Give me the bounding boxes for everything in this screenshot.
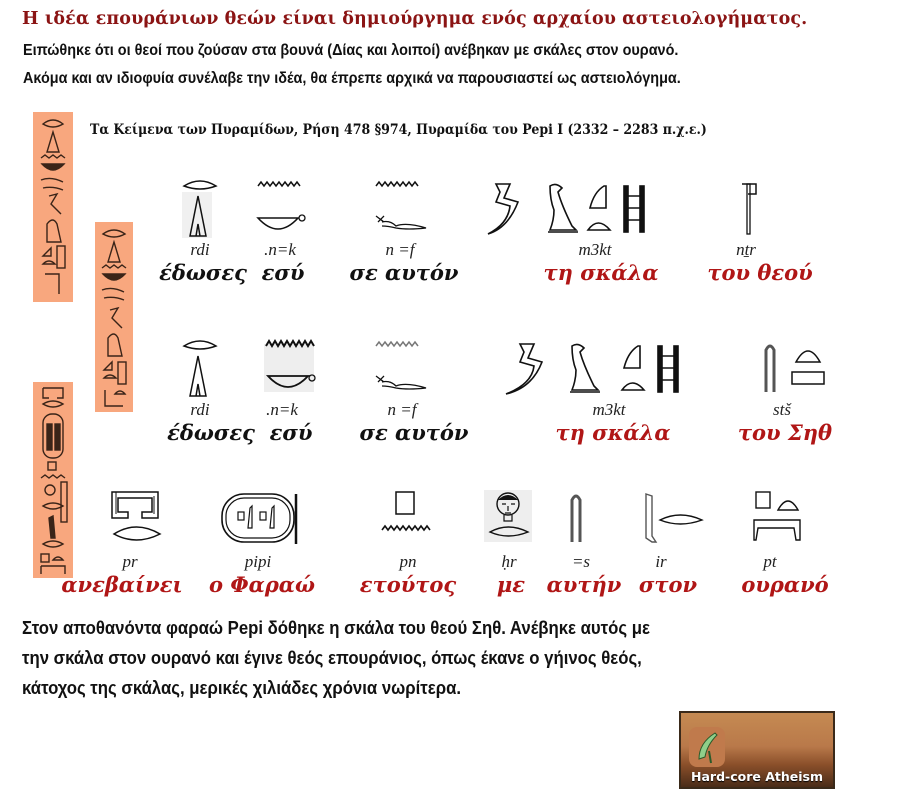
glyph-folded-cloth — [566, 490, 588, 546]
translit-m3kt-2: m3kt — [592, 400, 626, 419]
glyph-water-viper — [372, 180, 428, 236]
hieroglyph-column-3-icon — [33, 382, 73, 578]
source-citation: Τα Κείμενα των Πυραμίδων, Ρήση 478 §974, Πυραμίδα του Pepi I (2332 – 2283 π.χ.ε.) — [90, 122, 707, 138]
translit-n-k: .n=k — [264, 240, 296, 259]
glyph-mouth-cone — [182, 178, 222, 238]
translit-hr: ḥr — [501, 552, 517, 571]
glyph-water-basket — [254, 180, 308, 236]
translit-n-f: n =f — [385, 240, 415, 259]
hieroglyph-column-2-icon — [95, 222, 133, 412]
gloss-the-ladder-2: τη σκάλα — [555, 420, 671, 445]
glyph-sky-group — [750, 490, 810, 546]
translit-sts: stš — [773, 400, 791, 419]
glyph-eye-reed — [640, 490, 706, 546]
gloss-to-him: σε αυτόν — [349, 260, 459, 285]
intro-line-1: Ειπώθηκε ότι οι θεοί που ζούσαν στα βουνά (Δίας και λοιποί) ανέβηκαν με σκάλες στον ουρανό. — [23, 42, 679, 59]
glyph-cartouche-pepi — [220, 492, 302, 546]
translit-rdi: rdi — [190, 240, 210, 259]
gloss-of-the-god: του θεού — [707, 260, 813, 285]
translit-pn: pn — [399, 552, 417, 571]
translit-m3kt: m3kt — [578, 240, 612, 259]
gloss-you-gave: έδωσες — [159, 260, 247, 285]
translit-pipi: pipi — [244, 552, 272, 571]
summary-line-3: κάτοχος της σκάλας, μερικές χιλιάδες χρόνια νωρίτερα. — [22, 678, 462, 698]
gloss-to-him-2: σε αυτόν — [359, 420, 469, 445]
summary-line-2: την σκάλα στον ουρανό και έγινε θεός επουράνιος, όπως έκανε ο γήινος θεός, — [22, 648, 642, 668]
gloss-the-pharaoh: ο Φαραώ — [209, 572, 315, 597]
gloss-you-gave-2: έδωσες — [167, 420, 255, 445]
translit-n-f-2: n =f — [387, 400, 417, 419]
badge-label: Hard-core Atheism — [691, 769, 823, 784]
translit-s: =s — [571, 552, 591, 571]
summary-line-1: Στον αποθανόντα φαραώ Pepi δόθηκε η σκάλα του θεού Σηθ. Ανέβηκε αυτός με — [22, 618, 650, 638]
translit-pr: pr — [122, 552, 138, 571]
gloss-her: αυτήν — [546, 572, 622, 597]
glyph-house-mouth — [110, 490, 166, 546]
page-title: Η ιδέα επουράνιων θεών είναι δημιούργημα ενός αρχαίου αστειολογήματος. — [22, 9, 808, 29]
glyph-ladder-group-2 — [500, 340, 690, 396]
glyph-ladder-group — [486, 180, 676, 236]
gloss-sky: ουρανό — [741, 572, 829, 597]
stone-tool-logo-icon — [689, 727, 725, 767]
glyph-mouth-cone-2 — [182, 338, 222, 398]
hieroglyph-column-3 — [33, 382, 73, 578]
glyph-water-viper-2 — [372, 340, 428, 396]
gloss-the-ladder: τη σκάλα — [543, 260, 659, 285]
hardcore-atheism-badge[interactable] — [679, 711, 835, 789]
gloss-to-the: στον — [638, 572, 698, 597]
gloss-with: με — [496, 572, 526, 597]
gloss-ascends: ανεβαίνει — [61, 572, 183, 597]
hieroglyph-column-1 — [33, 112, 73, 302]
glyph-face-mouth — [484, 488, 534, 544]
translit-pt: pt — [763, 552, 777, 571]
gloss-you-2: εσύ — [269, 420, 313, 445]
glyph-water-basket-2 — [264, 338, 320, 396]
gloss-this-one: ετούτος — [359, 572, 457, 597]
glyph-seth-group — [756, 340, 832, 396]
intro-line-2: Ακόμα και αν ιδιοφυία συνέλαβε την ιδέα, θα έπρεπε αρχικά να παρουσιαστεί ως αστειολόγημα. — [23, 70, 681, 87]
glyph-god-flag — [734, 180, 764, 236]
translit-n-k-2: .n=k — [266, 400, 298, 419]
hieroglyph-column-2 — [95, 222, 133, 412]
hieroglyph-column-1-icon — [33, 112, 73, 302]
gloss-you: εσύ — [261, 260, 305, 285]
translit-ntr: nṯr — [736, 240, 756, 259]
glyph-stool-water — [378, 490, 434, 546]
translit-ir: ir — [655, 552, 667, 571]
gloss-of-seth: του Σηθ — [737, 420, 833, 445]
translit-rdi-2: rdi — [190, 400, 210, 419]
